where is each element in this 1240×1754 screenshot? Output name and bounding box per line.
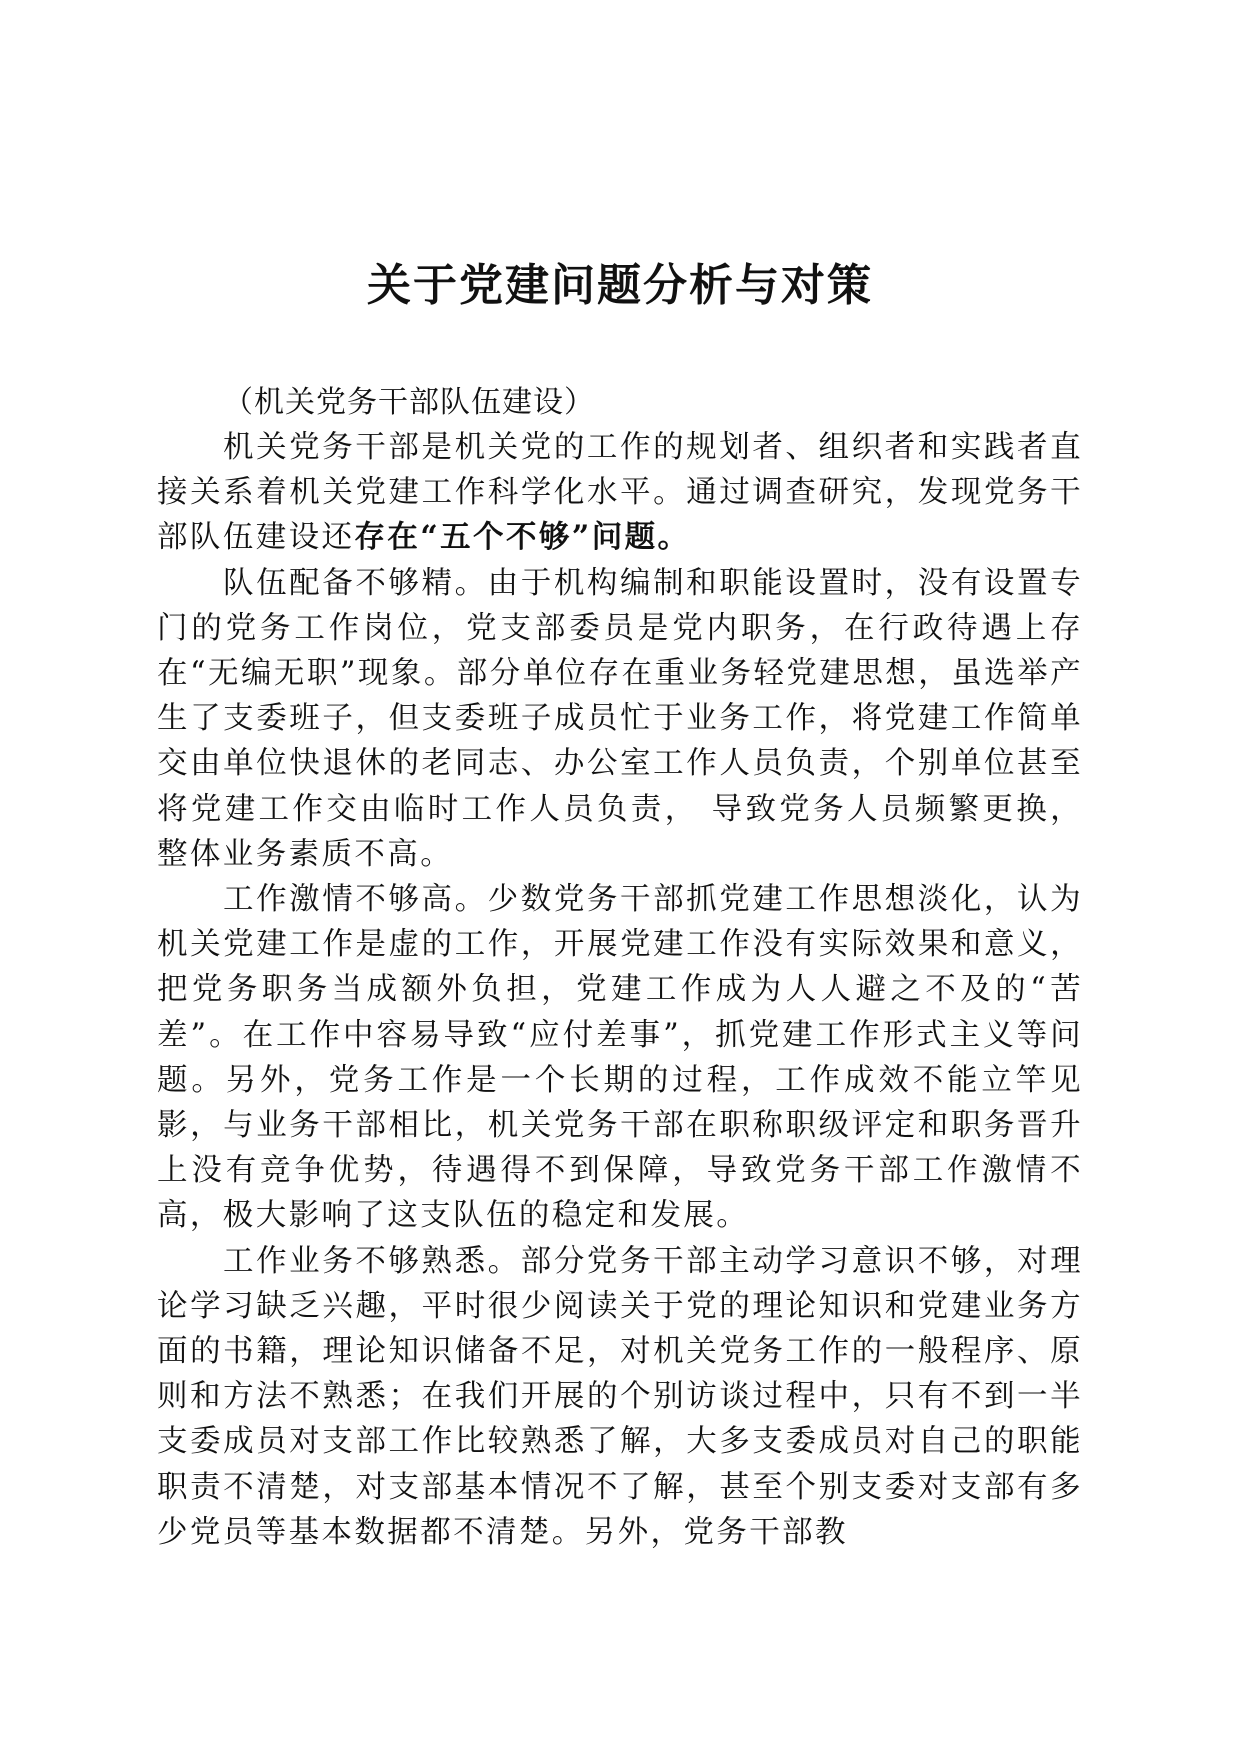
intro-text: 机关党务干部是机关党的工作的规划者、组织者和实践者直接关系着机关党建工作科学化水平。通过调查研究，发现党务干部队伍建设还 [157,430,1083,556]
document-subtitle: （机关党务干部队伍建设） [223,385,595,420]
document-body [157,380,1083,1555]
intro-emphasis: 存在“五个不够”问题。 [354,519,691,556]
paragraph-staffing: 队伍配备不够精。由于机构编制和职能设置时，没有设置专门的党务工作岗位，党支部委员是党内职务，在行政待遇上存在“无编无职”现象。部分单位存在重业务轻党建思想，虽选举产生了支委班子，但支委班子成员忙于业务工作，将党建工作简单交由单位快退休的老同志、办公室工作人员负责，个别单位甚至将党建工作交由临时工作人员负责， 导致党务人员频繁更换，整体业务素质不高。 [157,565,1083,872]
paragraph-familiarity: 工作业务不够熟悉。部分党务干部主动学习意识不够，对理论学习缺乏兴趣，平时很少阅读关于党的理论知识和党建业务方面的书籍，理论知识储备不足，对机关党务工作的一般程序、原则和方法不熟悉；在我们开展的个别访谈过程中，只有不到一半支委成员对支部工作比较熟悉了解，大多支委成员对自己的职能职责不清楚，对支部基本情况不了解，甚至个别支委对支部有多少党员等基本数据都不清楚。另外，党务干部教 [157,1243,1083,1550]
document-title: 关于党建问题分析与对策 [367,260,873,311]
paragraph-enthusiasm: 工作激情不够高。少数党务干部抓党建工作思想淡化，认为机关党建工作是虚的工作，开展党建工作没有实际效果和意义，把党务职务当成额外负担，党建工作成为人人避之不及的“苦差”。在工作中容易导致“应付差事”，抓党建工作形式主义等问题。另外，党务工作是一个长期的过程，工作成效不能立竿见影，与业务干部相比，机关党务干部在职称职级评定和职务晋升上没有竞争优势，待遇得不到保障，导致党务干部工作激情不高，极大影响了这支队伍的稳定和发展。 [157,882,1083,1234]
intro-paragraph [157,425,1083,561]
